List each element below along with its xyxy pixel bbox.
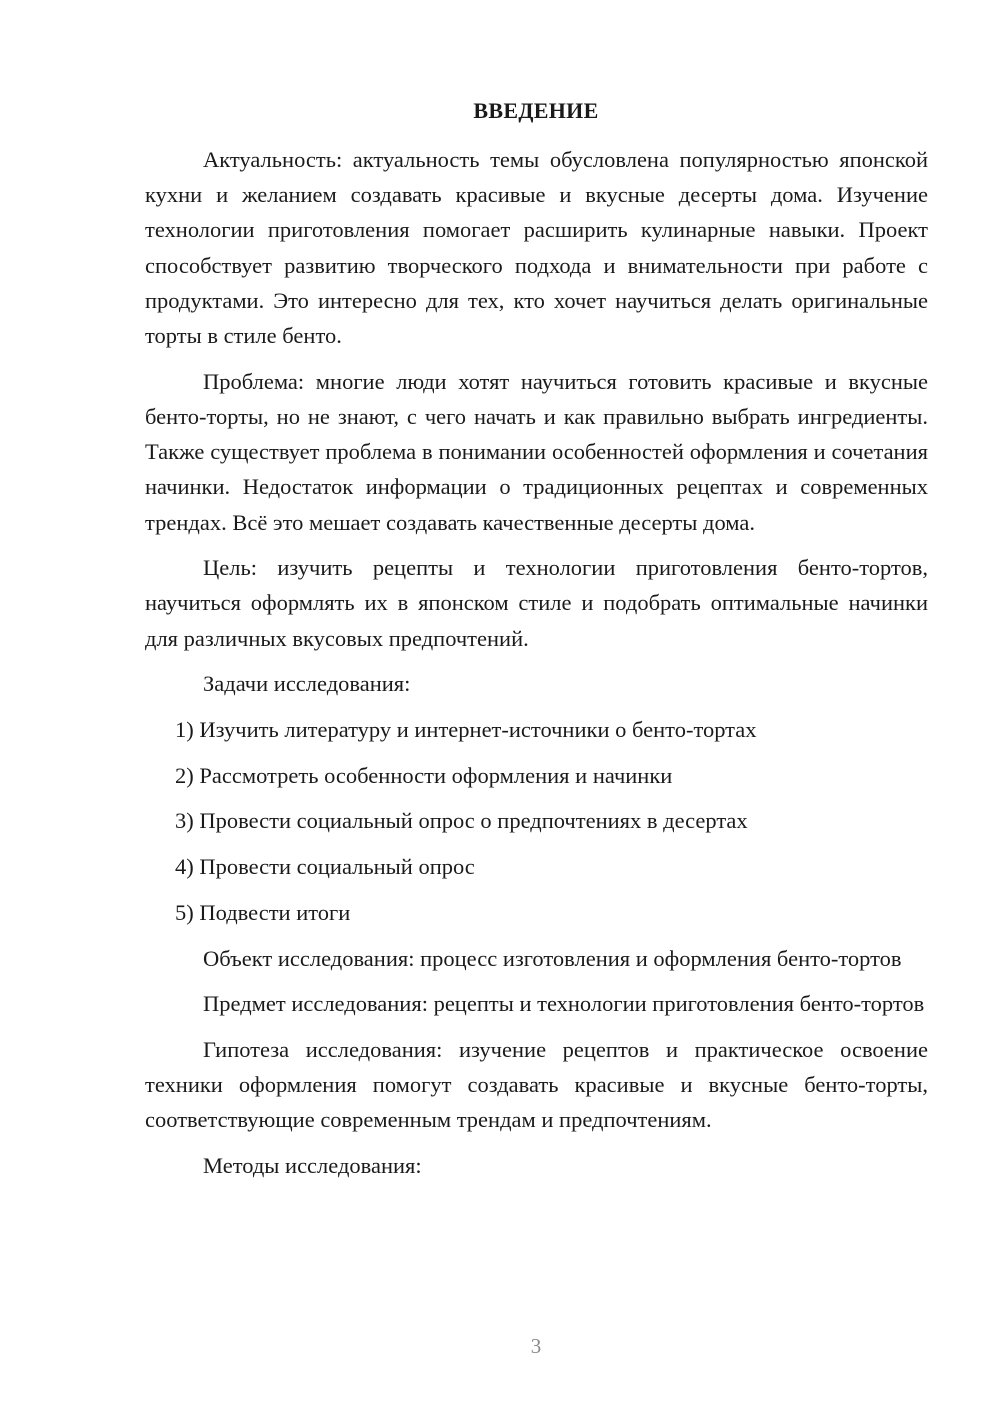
task-item: 3) Провести социальный опрос о предпочтениях в десертах (175, 808, 748, 834)
tasks-title: Задачи исследования: (203, 671, 411, 697)
methods-title: Методы исследования: (203, 1153, 422, 1179)
task-item: 4) Провести социальный опрос (175, 854, 475, 880)
tasks-list (145, 712, 928, 930)
object-paragraph: Объект исследования: процесс изготовления и оформления бенто-тортов (203, 945, 902, 971)
task-item: 2) Рассмотреть особенности оформления и начинки (175, 762, 673, 788)
problem-paragraph: Проблема: многие люди хотят научиться готовить красивые и вкусные бенто-торты, но не знают, с чего начать и как правильно выбрать ингредиенты. Также существует проблема в понимании особенностей оформления и сочетания начинки. Недостаток информации о традиционных рецептах и современных трендах. Всё это мешает создавать качественные десерты дома. (145, 368, 928, 535)
subject-paragraph: Предмет исследования: рецепты и технологии приготовления бенто-тортов (203, 991, 925, 1017)
task-item: 1) Изучить литературу и интернет-источники о бенто-тортах (175, 717, 757, 743)
task-item: 5) Подвести итоги (175, 899, 351, 925)
relevance-paragraph: Актуальность: актуальность темы обусловлена популярностью японской кухни и желанием создавать красивые и вкусные десерты дома. Изучение технологии приготовления помогает расширить кулинарные навыки. Проект способствует развитию творческого подхода и внимательности при работе с продуктами. Это интересно для тех, кто хочет научиться делать оригинальные торты в стиле бенто. (145, 147, 928, 349)
page-number: 3 (530, 1334, 542, 1358)
goal-paragraph: Цель: изучить рецепты и технологии приготовления бенто-тортов, научиться оформлять их в японском стиле и подобрать оптимальные начинки для различных вкусовых предпочтений. (145, 555, 928, 651)
page-title: ВВЕДЕНИЕ (473, 98, 599, 123)
hypothesis-paragraph: Гипотеза исследования: изучение рецептов и практическое освоение техники оформления помогут создавать красивые и вкусные бенто-торты, соответствующие современным трендам и предпочтениям. (145, 1036, 928, 1133)
body-text (145, 142, 928, 1194)
